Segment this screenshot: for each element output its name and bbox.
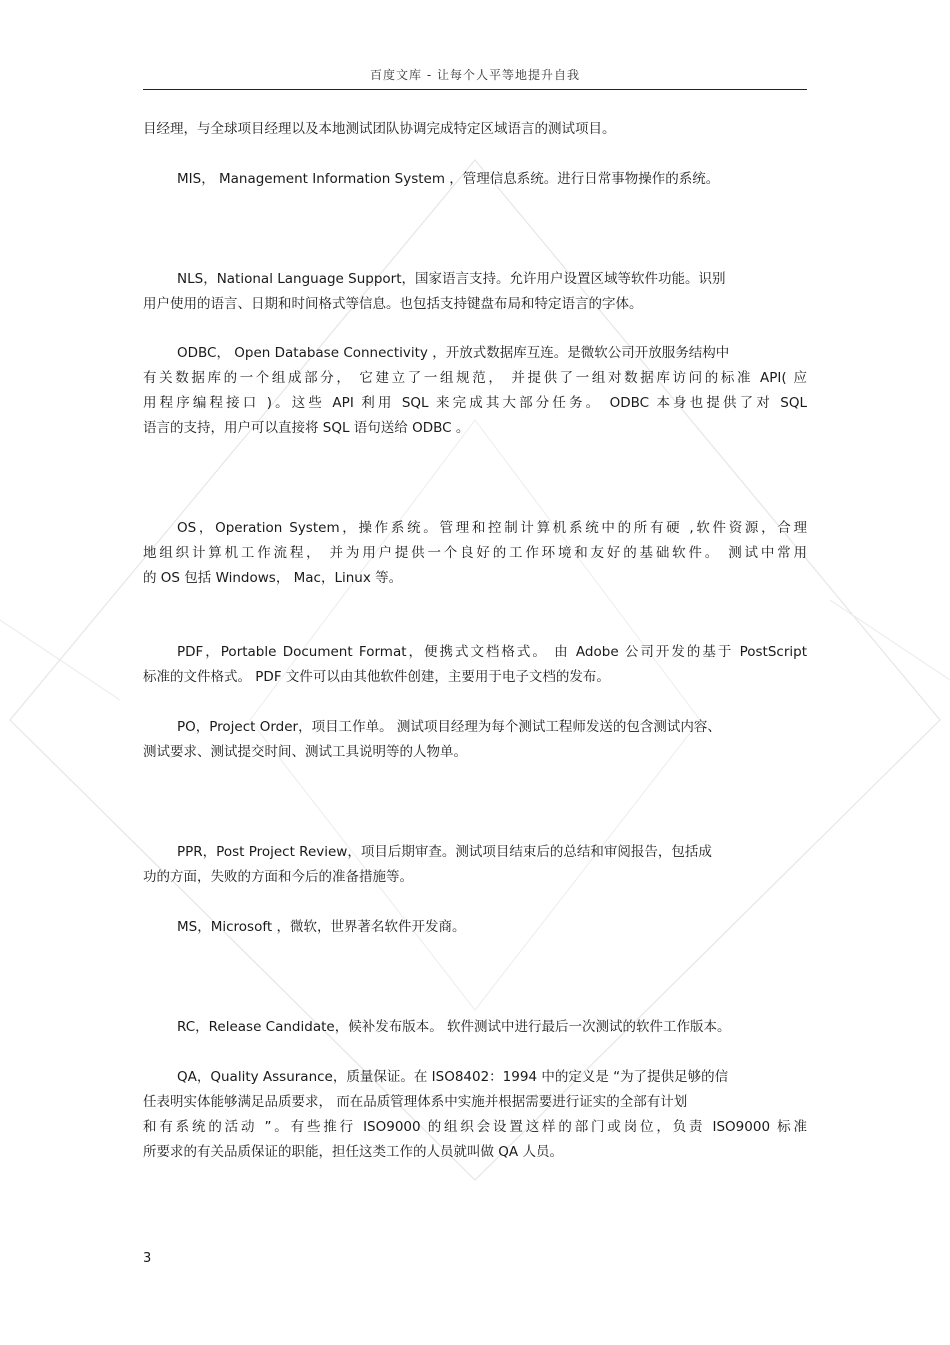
text-line-pdf: PDF，Portable Document Format，便携式文档格式。 由 Adobe 公司开发的基于 PostScript	[177, 644, 807, 660]
text-line: 用程序编程接口 )。这些 API 利用 SQL 来完成其大部分任务。 ODBC 本身也提供了对 SQL	[143, 395, 807, 411]
text-line-ppr: PPR，Post Project Review，项目后期审查。测试项目结束后的总结和审阅报告，包括成	[177, 844, 712, 860]
page-header: 百度文库 - 让每个人平等地提升自我	[143, 66, 807, 90]
text-line-ms: MS，Microsoft ，微软，世界著名软件开发商。	[177, 919, 466, 935]
text-line: 功的方面，失败的方面和今后的准备措施等。	[143, 869, 413, 885]
text-line-os: OS，Operation System，操作系统。管理和控制计算机系统中的所有硬 ,软件资源，合理	[177, 520, 807, 536]
text-line: 和有系统的活动 ”。有些推行 ISO9000 的组织会设置这样的部门或岗位，负责 ISO9000 标准	[143, 1119, 807, 1135]
text-line-odbc: ODBC， Open Database Connectivity ，开放式数据库互连。是微软公司开放服务结构中	[177, 345, 730, 361]
text-line: 的 OS 包括 Windows， Mac，Linux 等。	[143, 570, 403, 586]
page-number: 3	[143, 1251, 152, 1266]
text-line: 任表明实体能够满足品质要求， 而在品质管理体系中实施并根据需要进行证实的全部有计划	[143, 1094, 688, 1110]
text-line: 地组织计算机工作流程， 并为用户提供一个良好的工作环境和友好的基础软件。 测试中常用	[143, 545, 807, 561]
text-line: 测试要求、测试提交时间、测试工具说明等的人物单。	[143, 744, 467, 760]
text-line-mis: MIS， Management Information System ，管理信息系统。进行日常事物操作的系统。	[177, 171, 720, 187]
text-line: 所要求的有关品质保证的职能，担任这类工作的人员就叫做 QA 人员。	[143, 1144, 563, 1160]
text-line-nls: NLS，National Language Support，国家语言支持。允许用户设置区域等软件功能。识别	[177, 271, 726, 287]
text-line-po: PO，Project Order，项目工作单。 测试项目经理为每个测试工程师发送的包含测试内容、	[177, 719, 721, 735]
text-line-rc: RC，Release Candidate，候补发布版本。 软件测试中进行最后一次测试的软件工作版本。	[177, 1019, 731, 1035]
text-line: 有关数据库的一个组成部分， 它建立了一组规范， 并提供了一组对数据库访问的标准 API( 应	[143, 370, 807, 386]
text-line: 语言的支持，用户可以直接将 SQL 语句送给 ODBC 。	[143, 420, 470, 436]
text-line-qa: QA，Quality Assurance，质量保证。在 ISO8402：1994 中的定义是 “为了提供足够的信	[177, 1069, 729, 1085]
text-line: 标准的文件格式。 PDF 文件可以由其他软件创建，主要用于电子文档的发布。	[143, 669, 610, 685]
text-line: 用户使用的语言、日期和时间格式等信息。也包括支持键盘布局和特定语言的字体。	[143, 296, 643, 312]
text-line: 目经理，与全球项目经理以及本地测试团队协调完成特定区域语言的测试项目。	[143, 121, 616, 137]
